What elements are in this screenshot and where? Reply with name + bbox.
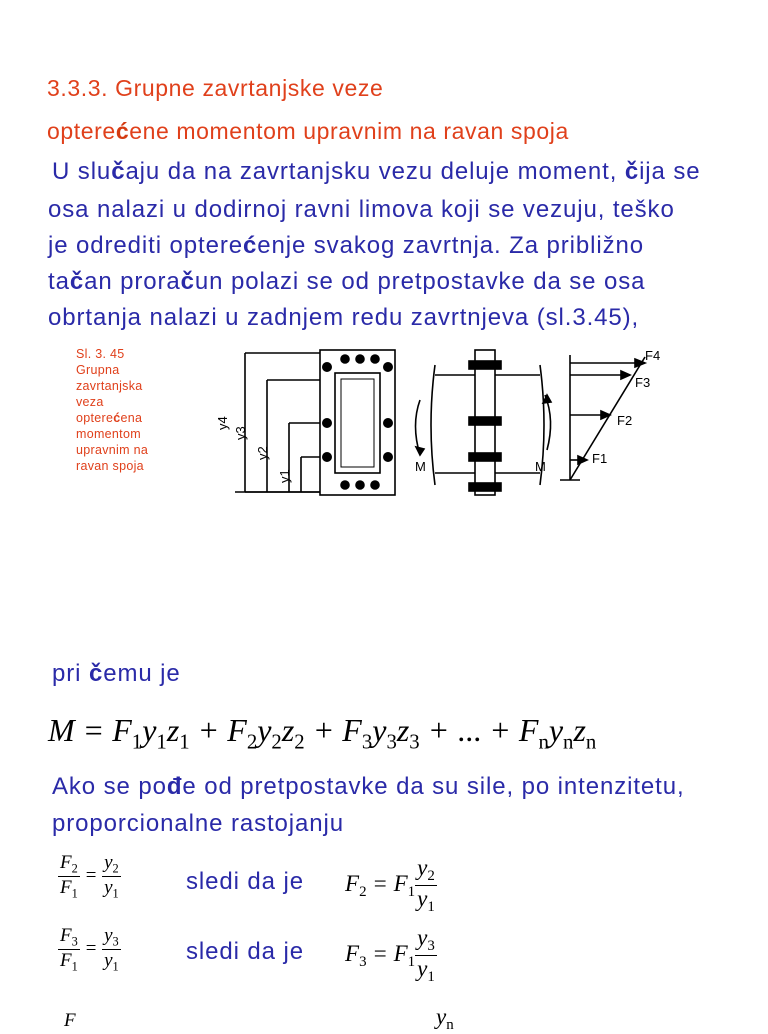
svg-text:F2: F2	[617, 413, 633, 428]
svg-text:M: M	[535, 459, 546, 474]
svg-text:M: M	[415, 459, 426, 474]
svg-text:y1: y1	[277, 469, 292, 483]
svg-text:F3: F3	[635, 375, 651, 390]
svg-text:y2: y2	[255, 446, 270, 460]
figure-bolt-group-diagram	[205, 345, 675, 505]
result-f3: $F_3 = F_1$ $\frac{y_3}{y_1}$	[345, 925, 435, 986]
partial-ratio-fn: F	[64, 1010, 76, 1031]
result-f2: $F_2 = F_1$ $\frac{y_2}{y_1}$	[345, 855, 435, 916]
svg-text:F1: F1	[592, 451, 608, 466]
assumption-line-1: Ako se pođe od pretpostavke da su sile, po intenzitetu,	[52, 773, 685, 800]
section-title-line1: 3.3.3. Grupne zavrtanjske veze	[47, 75, 384, 101]
assumption-line-2: proporcionalne rastojanju	[52, 810, 345, 837]
section-title-line2: opterećene momentom upravnim na ravan spoja	[47, 118, 569, 144]
sledi-da-je-1: sledi da je	[186, 868, 304, 895]
ratio-f2-f1: $\frac{F_2}{F_1}$ = $\frac{y_2}{y_1}$	[60, 852, 119, 901]
partial-ratio-yn: $y_n$	[436, 1004, 454, 1034]
ratio-f3-f1: $\frac{F_3}{F_1}$ = $\frac{y_3}{y_1}$	[60, 925, 119, 974]
intro-line-3: je odrediti opterećenje svakog zavrtnja. Za približno	[48, 232, 645, 259]
intro-line-1: U slučaju da na zavrtanjsku vezu deluje moment, čija se	[52, 158, 701, 185]
intro-line-2: osa nalazi u dodirnoj ravni limova koji se vezuju, teško	[48, 196, 675, 223]
svg-text:y3: y3	[233, 426, 248, 440]
pri-cemu-je: pri čemu je	[52, 660, 181, 687]
moment-equation: $M = F_1y_1z_1 + F_2y_2z_2 + F_3y_3z_3$ + ... + $F_ny_nz_n$	[48, 712, 597, 754]
svg-text:y4: y4	[215, 416, 230, 430]
intro-line-4: tačan proračun polazi se od pretpostavke da se osa	[48, 268, 646, 295]
intro-line-5: obrtanja nalazi u zadnjem redu zavrtnjeva (sl.3.45),	[48, 304, 640, 331]
svg-text:F4: F4	[645, 348, 661, 363]
figure-caption: Sl. 3. 45 Grupna zavrtanjska veza opterećena momentom upravnim na ravan spoja	[76, 347, 149, 473]
sledi-da-je-2: sledi da je	[186, 938, 304, 965]
